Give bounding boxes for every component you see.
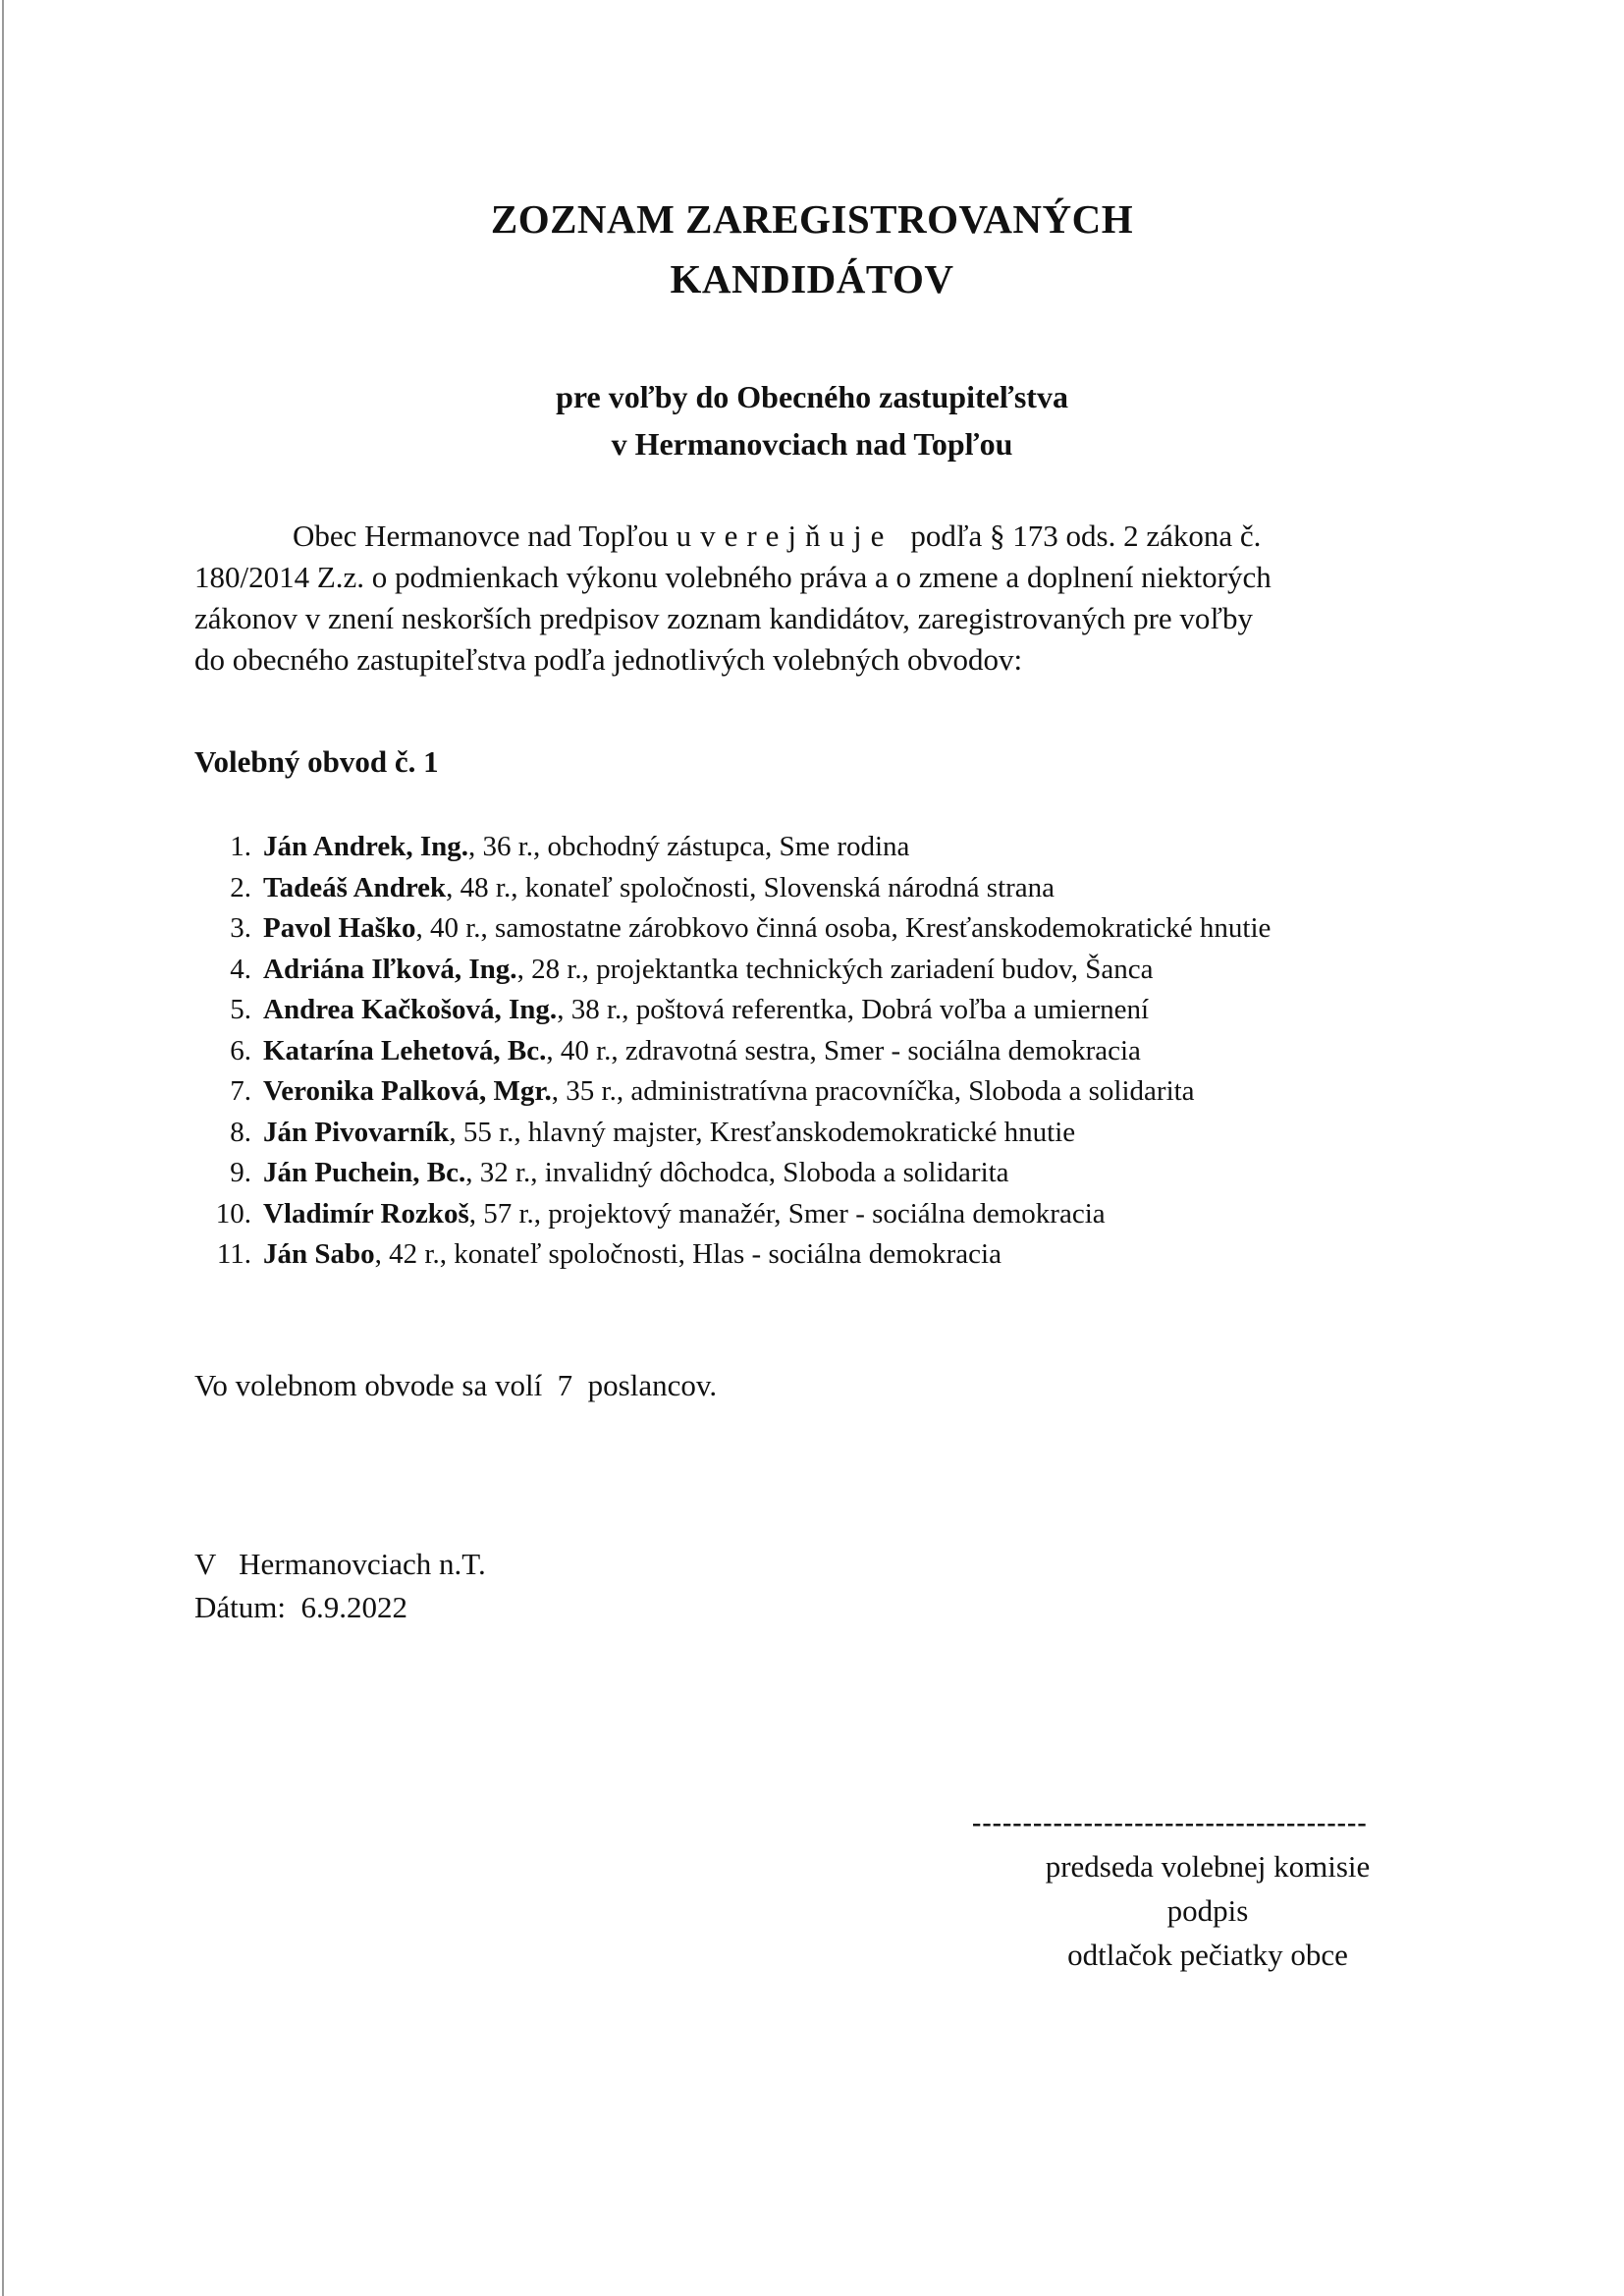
candidate-name: Pavol Haško (263, 912, 416, 944)
candidate-details: , 55 r., hlavný majster, Kresťanskodemokratické hnutie (449, 1116, 1076, 1148)
signature-block (972, 1844, 1443, 1977)
document-subtitle (0, 373, 1624, 467)
intro-paragraph (194, 516, 1471, 681)
title-line-2: KANDIDÁTOV (670, 256, 954, 301)
stamp-label: odtlačok pečiatky obce (1067, 1938, 1348, 1972)
candidate-number: 2. (230, 871, 251, 903)
candidate-item (194, 990, 1569, 1031)
candidate-details: , 38 r., poštová referentka, Dobrá voľba a umiernení (557, 994, 1150, 1025)
date-line: Dátum: 6.9.2022 (194, 1590, 407, 1624)
candidate-name: Andrea Kačkošová, Ing. (263, 994, 558, 1025)
candidate-details: , 48 r., konateľ spoločnosti, Slovenská národná strana (446, 871, 1056, 903)
scan-edge (2, 0, 4, 2296)
candidate-name: Adriána Iľková, Ing. (263, 953, 517, 985)
subtitle-line-1: pre voľby do Obecného zastupiteľstva (556, 379, 1068, 414)
seats-statement: Vo volebnom obvode sa volí 7 poslancov. (194, 1368, 718, 1402)
signature-role: predseda volebnej komisie (1045, 1849, 1371, 1884)
candidate-number: 6. (230, 1034, 251, 1066)
candidate-details: , 36 r., obchodný zástupca, Sme rodina (468, 831, 910, 862)
candidate-name: Ján Puchein, Bc. (263, 1157, 466, 1188)
candidate-number: 11. (216, 1238, 251, 1270)
candidate-details: , 42 r., konateľ spoločnosti, Hlas - sociálna demokracia (374, 1238, 1001, 1270)
candidate-name: Ján Pivovarník (263, 1116, 450, 1148)
candidate-item (194, 908, 1569, 950)
candidate-name: Ján Sabo (263, 1238, 375, 1270)
candidate-item (194, 1031, 1569, 1072)
candidate-number: 5. (230, 994, 251, 1025)
intro-line-1-start: Obec Hermanovce nad Topľou (293, 519, 669, 553)
district-heading: Volebný obvod č. 1 (194, 744, 439, 779)
candidate-name: Tadeáš Andrek (263, 871, 447, 903)
candidate-number: 1. (230, 831, 251, 862)
candidate-name: Ján Andrek, Ing. (263, 831, 468, 862)
intro-line-2: 180/2014 Z.z. o podmienkach výkonu volebného práva a o zmene a doplnení niektorých (194, 560, 1272, 594)
signature-dashed-line: --------------------------------------- (972, 1808, 1368, 1838)
candidate-details: , 32 r., invalidný dôchodca, Sloboda a solidarita (465, 1157, 1009, 1188)
candidate-name: Veronika Palková, Mgr. (263, 1075, 552, 1107)
candidate-number: 9. (230, 1157, 251, 1188)
candidate-item (194, 827, 1569, 868)
candidate-number: 3. (230, 912, 251, 944)
candidate-details: , 40 r., samostatne zárobkovo činná osoba, Kresťanskodemokratické hnutie (415, 912, 1272, 944)
candidate-number: 4. (230, 953, 251, 985)
candidate-list (194, 827, 1569, 1276)
candidate-item (194, 1113, 1569, 1154)
candidate-item (194, 1071, 1569, 1113)
candidate-item (194, 1234, 1569, 1276)
candidate-name: Vladimír Rozkoš (263, 1197, 469, 1230)
candidate-name: Katarína Lehetová, Bc. (263, 1034, 547, 1066)
candidate-item (194, 1194, 1569, 1235)
candidate-number: 7. (230, 1075, 251, 1107)
intro-line-3: zákonov v znení neskorších predpisov zoznam kandidátov, zaregistrovaných pre voľby (194, 601, 1254, 635)
candidate-item (194, 950, 1569, 991)
subtitle-line-2: v Hermanovciach nad Topľou (611, 426, 1013, 462)
candidate-item (194, 868, 1569, 909)
intro-line-1 (194, 516, 1471, 557)
candidate-item (194, 1153, 1569, 1194)
candidate-details: , 57 r., projektový manažér, Smer - sociálna demokracia (468, 1197, 1106, 1230)
intro-line-1-end: podľa § 173 ods. 2 zákona č. (910, 519, 1262, 553)
candidate-number: 10. (215, 1197, 251, 1230)
place-line: V Hermanovciach n.T. (194, 1547, 486, 1581)
candidate-details: , 40 r., zdravotná sestra, Smer - sociálna demokracia (546, 1034, 1141, 1066)
candidate-details: , 35 r., administratívna pracovníčka, Sloboda a solidarita (551, 1075, 1195, 1107)
document-title (0, 190, 1624, 309)
place-and-date (194, 1543, 486, 1629)
title-line-1: ZOZNAM ZAREGISTROVANÝCH (490, 196, 1134, 242)
candidate-details: , 28 r., projektantka technických zariadení budov, Šanca (516, 953, 1154, 985)
intro-line-1-spaced-word: uverejňuje (676, 519, 893, 553)
candidate-number: 8. (230, 1116, 251, 1148)
intro-line-4: do obecného zastupiteľstva podľa jednotlivých volebných obvodov: (194, 642, 1023, 677)
signature-label: podpis (1166, 1893, 1249, 1928)
